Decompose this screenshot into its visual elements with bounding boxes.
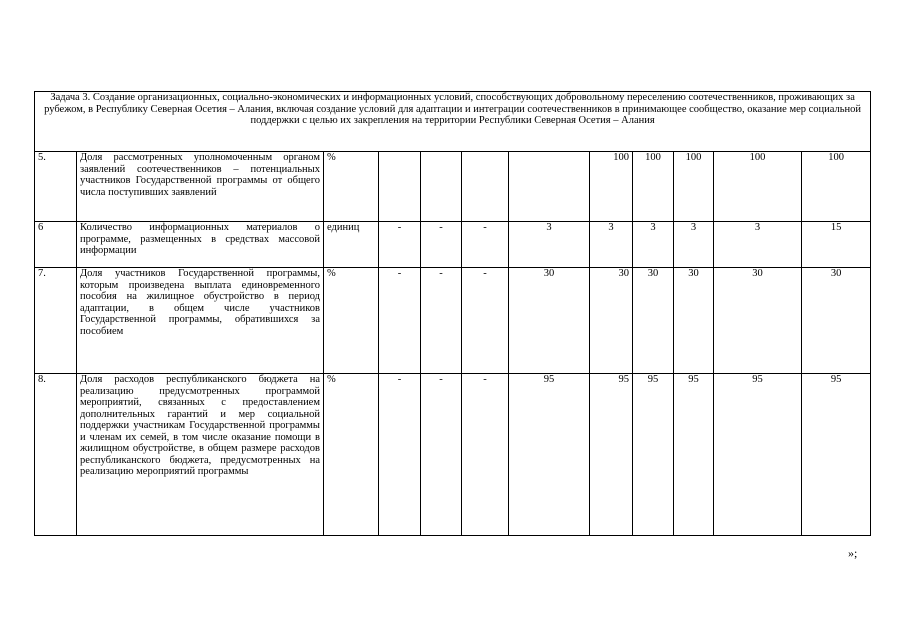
unit-cell: % [324, 268, 379, 374]
value-cell: 30 [802, 268, 871, 374]
value-cell: - [462, 222, 509, 268]
value-cell: 3 [674, 222, 714, 268]
unit-cell: единиц [324, 222, 379, 268]
value-cell: 100 [590, 152, 633, 222]
indicator-description: Количество информационных материалов о программе, размещенных в средствах массовой информации [77, 222, 324, 268]
task-header-row [35, 92, 871, 152]
value-cell: 3 [633, 222, 674, 268]
value-cell: - [379, 268, 421, 374]
row-number: 7. [35, 268, 77, 374]
indicator-description: Доля расходов республиканского бюджета на реализацию предусмотренных программой мероприятий, связанных с предоставлением дополнительных гарантий и мер социальной поддержки участникам Государственной программы и членам их семей, в том числе оказание помощи в жилищном обустройстве, в общем размере расходов республиканского бюджета, предусмотренных на реализацию мероприятий программы [77, 374, 324, 536]
task-header: Задача 3. Создание организационных, социально-экономических и информационных условий, способствующих добровольному переселению соотечественников, проживающих за рубежом, в Республику Северная Осетия – Алания, включая создание условий для адаптации и интеграции соотечественников в принимающее сообщество, оказание мер социальной поддержки с целью их закрепления на территории Республики Северная Осетия – Алания [35, 92, 871, 152]
table-row [35, 152, 871, 222]
row-number: 6 [35, 222, 77, 268]
value-cell: 100 [633, 152, 674, 222]
value-cell [379, 152, 421, 222]
row-number: 5. [35, 152, 77, 222]
value-cell: 100 [714, 152, 802, 222]
value-cell: - [462, 374, 509, 536]
value-cell: - [421, 374, 462, 536]
value-cell: - [421, 222, 462, 268]
indicator-description: Доля участников Государственной программы, которым произведена выплата единовременного пособия на жилищное обустройство в период адаптации, в общем числе участников Государственной программы, обратившихся за пособием [77, 268, 324, 374]
table-row [35, 222, 871, 268]
indicator-description: Доля рассмотренных уполномоченным органом заявлений соотечественников – потенциальных участников Государственной программы от общего числа поступивших заявлений [77, 152, 324, 222]
value-cell: 95 [590, 374, 633, 536]
value-cell: 3 [714, 222, 802, 268]
value-cell: 3 [590, 222, 633, 268]
value-cell [421, 152, 462, 222]
value-cell: 95 [714, 374, 802, 536]
value-cell [509, 152, 590, 222]
value-cell: 30 [714, 268, 802, 374]
value-cell: - [421, 268, 462, 374]
unit-cell: % [324, 374, 379, 536]
table-row [35, 268, 871, 374]
value-cell: 100 [674, 152, 714, 222]
value-cell: 15 [802, 222, 871, 268]
value-cell [462, 152, 509, 222]
value-cell: 95 [633, 374, 674, 536]
value-cell: 95 [509, 374, 590, 536]
closing-quote: »; [848, 546, 858, 560]
value-cell: - [379, 374, 421, 536]
table-row [35, 374, 871, 536]
indicators-table [34, 91, 871, 536]
value-cell: 30 [674, 268, 714, 374]
value-cell: 95 [674, 374, 714, 536]
value-cell: - [379, 222, 421, 268]
value-cell: 30 [633, 268, 674, 374]
value-cell: 3 [509, 222, 590, 268]
value-cell: 30 [509, 268, 590, 374]
row-number: 8. [35, 374, 77, 536]
value-cell: 100 [802, 152, 871, 222]
value-cell: 30 [590, 268, 633, 374]
unit-cell: % [324, 152, 379, 222]
value-cell: - [462, 268, 509, 374]
value-cell: 95 [802, 374, 871, 536]
